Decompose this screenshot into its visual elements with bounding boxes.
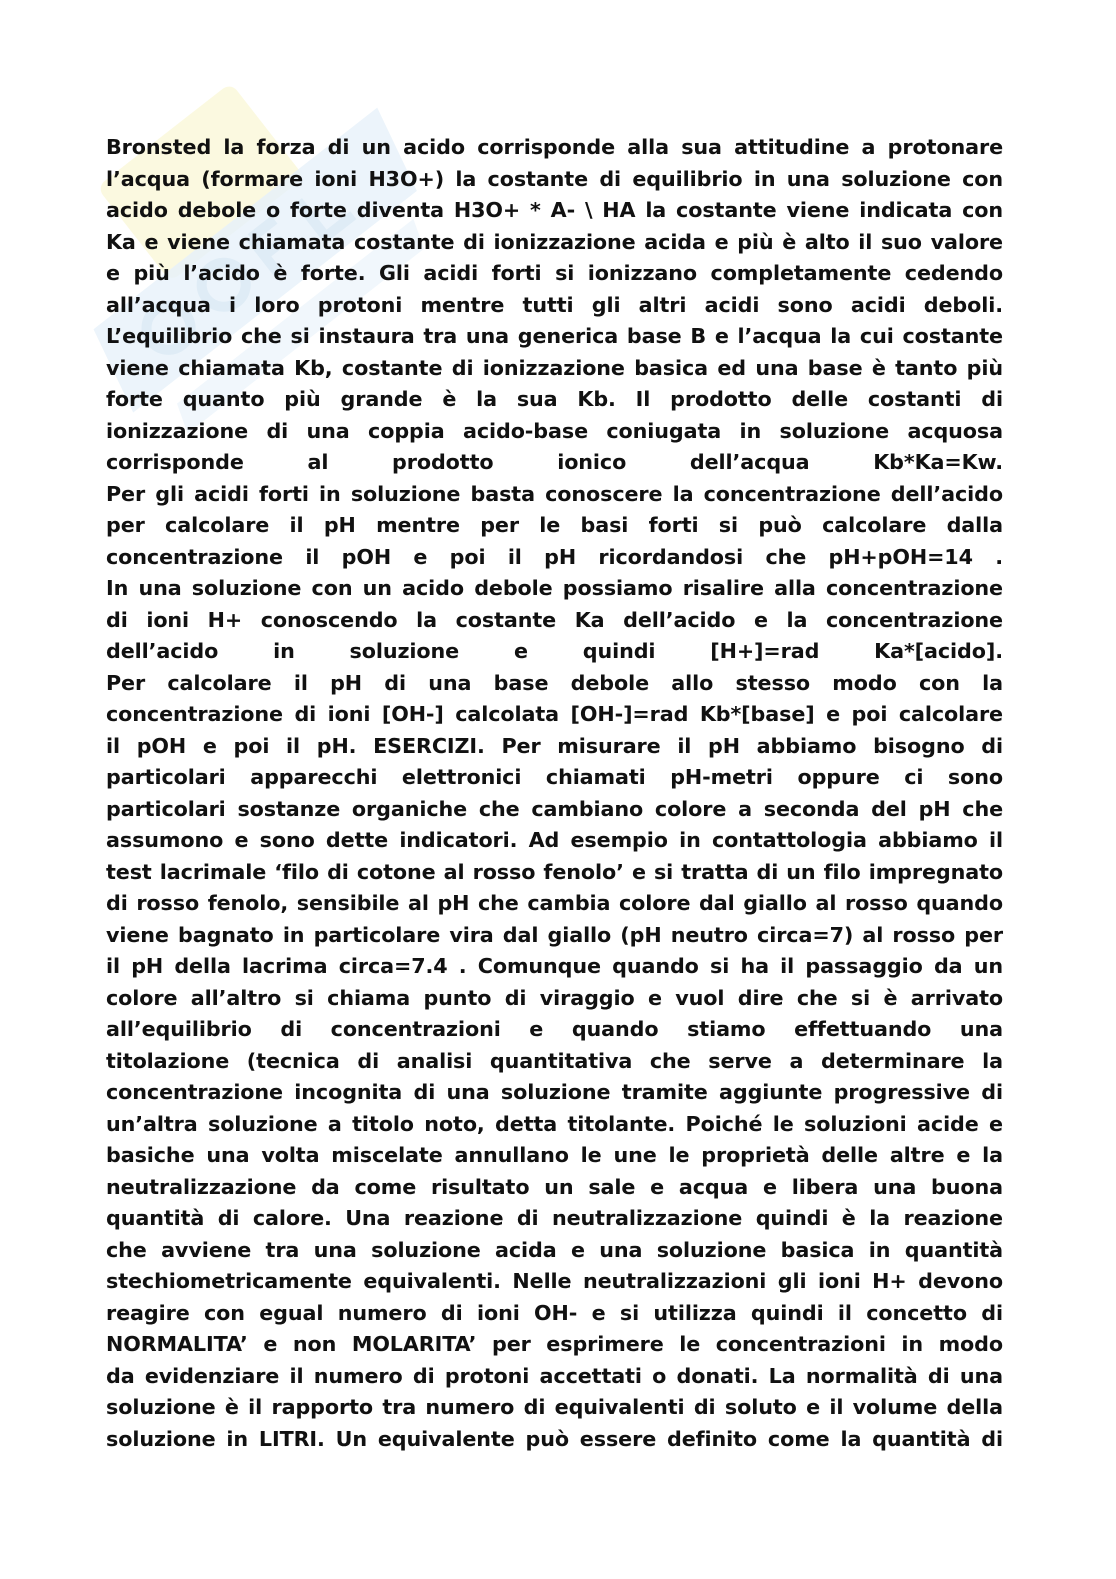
text-line: quantità di calore. Una reazione di neutralizzazione quindi è la reazione (106, 1206, 1003, 1230)
text-line: per calcolare il pH mentre per le basi forti si può calcolare dalla (106, 513, 1003, 537)
text-line: basiche una volta miscelate annullano le une le proprietà delle altre e la (106, 1143, 1003, 1167)
text-line: all’equilibrio di concentrazioni e quando stiamo effettuando una (106, 1017, 1003, 1041)
text-line: e più l’acido è forte. Gli acidi forti si ionizzano completamente cedendo (106, 261, 1003, 285)
text-line: dell’acido in soluzione e quindi [H+]=rad Ka*[acido]. (106, 639, 1003, 663)
text-line: soluzione in LITRI. Un equivalente può essere definito come la quantità di (106, 1426, 1003, 1451)
text-line: il pH della lacrima circa=7.4 . Comunque quando si ha il passaggio da un (106, 954, 1003, 978)
text-line: neutralizzazione da come risultato un sale e acqua e libera una buona (106, 1174, 1003, 1199)
text-line: Ka e viene chiamata costante di ionizzazione acida e più è alto il suo valore (106, 229, 1003, 254)
text-line: Per gli acidi forti in soluzione basta conoscere la concentrazione dell’acido (106, 481, 1003, 506)
text-line: da evidenziare il numero di protoni accettati o donati. La normalità di una (106, 1363, 1003, 1388)
text-line: concentrazione il pOH e poi il pH ricordandosi che pH+pOH=14 . (106, 544, 1003, 569)
text-line: colore all’altro si chiama punto di viraggio e vuol dire che si è arrivato (106, 985, 1003, 1010)
text-line: l’acqua (formare ioni H3O+) la costante di equilibrio in una soluzione con (106, 166, 1003, 191)
text-line: concentrazione incognita di una soluzione tramite aggiunte progressive di (106, 1080, 1003, 1104)
text-line: test lacrimale ‘filo di cotone al rosso fenolo’ e si tratta di un filo impregnato (106, 859, 1003, 884)
text-line: all’acqua i loro protoni mentre tutti gli altri acidi sono acidi deboli. (106, 292, 1003, 317)
document-body (106, 132, 1003, 1455)
text-line: assumono e sono dette indicatori. Ad esempio in contattologia abbiamo il (106, 828, 1003, 852)
text-line: Bronsted la forza di un acido corrisponde alla sua attitudine a protonare (106, 135, 1003, 159)
text-line: soluzione è il rapporto tra numero di equivalenti di soluto e il volume della (106, 1395, 1003, 1419)
text-line: che avviene tra una soluzione acida e una soluzione basica in quantità (106, 1237, 1003, 1262)
text-line: forte quanto più grande è la sua Kb. Il prodotto delle costanti di (106, 387, 1003, 411)
text-line: corrisponde al prodotto ionico dell’acqua Kb*Ka=Kw. (106, 450, 1003, 474)
text-line: ionizzazione di una coppia acido-base coniugata in soluzione acquosa (106, 418, 1003, 443)
text-line: NORMALITA’ e non MOLARITA’ per esprimere le concentrazioni in modo (106, 1332, 1003, 1356)
text-line: stechiometricamente equivalenti. Nelle neutralizzazioni gli ioni H+ devono (106, 1269, 1003, 1293)
text-line: di rosso fenolo, sensibile al pH che cambia colore dal giallo al rosso quando (106, 891, 1003, 915)
text-line: viene chiamata Kb, costante di ionizzazione basica ed una base è tanto più (106, 355, 1003, 380)
text-line: titolazione (tecnica di analisi quantitativa che serve a determinare la (106, 1048, 1003, 1073)
text-line: particolari apparecchi elettronici chiamati pH-metri oppure ci sono (106, 765, 1003, 789)
text-line: il pOH e poi il pH. ESERCIZI. Per misurare il pH abbiamo bisogno di (106, 733, 1003, 758)
text-line: di ioni H+ conoscendo la costante Ka dell’acido e la concentrazione (106, 607, 1003, 632)
text-line: viene bagnato in particolare vira dal giallo (pH neutro circa=7) al rosso per (106, 922, 1003, 947)
text-line: concentrazione di ioni [OH-] calcolata [OH-]=rad Kb*[base] e poi calcolare (106, 702, 1003, 726)
text-line: In una soluzione con un acido debole possiamo risalire alla concentrazione (106, 576, 1003, 600)
text-line: Per calcolare il pH di una base debole allo stesso modo con la (106, 670, 1003, 695)
text-line: acido debole o forte diventa H3O+ * A- \ HA la costante viene indicata con (106, 198, 1003, 222)
text-line: reagire con egual numero di ioni OH- e si utilizza quindi il concetto di (106, 1300, 1003, 1325)
text-line: L’equilibrio che si instaura tra una generica base B e l’acqua la cui costante (106, 324, 1003, 348)
text-line: particolari sostanze organiche che cambiano colore a seconda del pH che (106, 796, 1003, 821)
text-line: un’altra soluzione a titolo noto, detta titolante. Poiché le soluzioni acide e (106, 1111, 1003, 1136)
